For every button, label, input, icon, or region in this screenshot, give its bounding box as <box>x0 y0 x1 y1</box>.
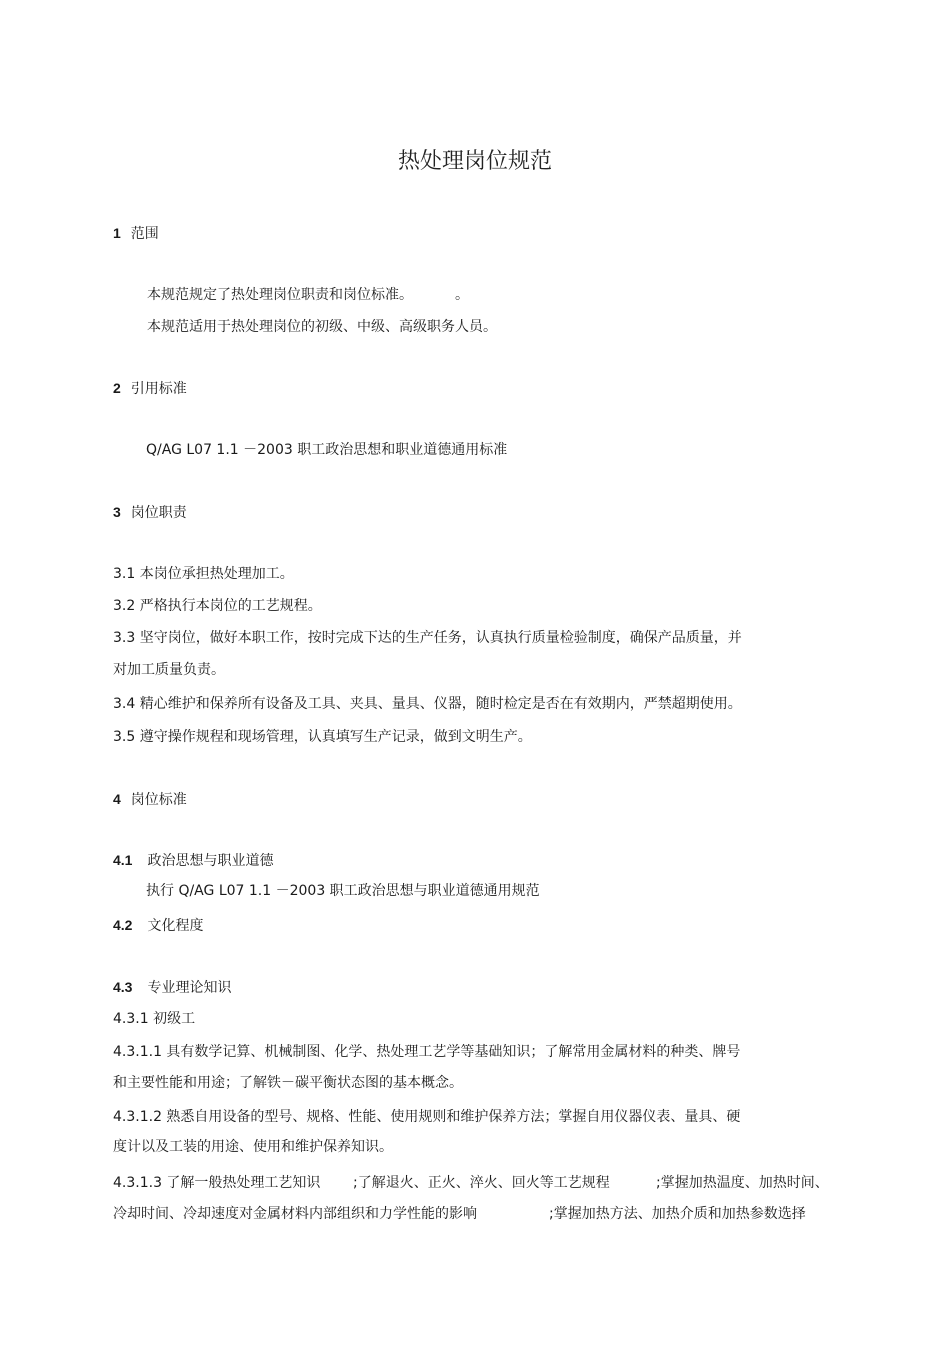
paragraph-text: 本规范规定了热处理岗位职责和岗位标准。 <box>147 287 413 303</box>
section-2-heading <box>113 381 187 396</box>
section-number: 1 <box>113 225 121 241</box>
section-1-paragraph-2: 本规范适用于热处理岗位的初级、中级、高级职务人员。 <box>147 319 497 335</box>
item-4-3-1-3-line-2-part-1: 冷却时间、冷却速度对金属材料内部组织和力学性能的影响 <box>113 1206 477 1222</box>
subsection-title: 专业理论知识 <box>147 980 232 996</box>
item-3-5: 3.5 遵守操作规程和现场管理，认真填写生产记录，做到文明生产。 <box>113 729 532 745</box>
subsection-title: 政治思想与职业道德 <box>147 853 274 869</box>
item-4-3-1-3-line-1-part-2: ;了解退火、正火、淬火、回火等工艺规程 <box>353 1175 610 1191</box>
item-3-3-line-1: 3.3 坚守岗位，做好本职工作，按时完成下达的生产任务，认真执行质量检验制度，确保产品质量，并 <box>113 630 742 646</box>
item-4-3-1-3-line-1-part-3: ;掌握加热温度、加热时间、 <box>656 1175 829 1191</box>
section-number: 4 <box>113 791 121 807</box>
item-3-1: 3.1 本岗位承担热处理加工。 <box>113 566 294 582</box>
section-title: 引用标准 <box>130 381 187 397</box>
section-1-paragraph-1-tail: 。 <box>455 287 469 303</box>
subsection-title: 文化程度 <box>147 918 204 934</box>
item-4-3-1-1-line-1: 4.3.1.1 具有数学记算、机械制图、化学、热处理工艺学等基础知识；了解常用金属材料的种类、牌号 <box>113 1044 741 1060</box>
section-2-reference: Q/AG L07 1.1 －2003 职工政治思想和职业道德通用标准 <box>146 442 508 458</box>
item-4-3-1-2-line-1: 4.3.1.2 熟悉自用设备的型号、规格、性能、使用规则和维护保养方法；掌握自用仪器仪表、量具、硬 <box>113 1109 741 1125</box>
subsection-4-1-text: 执行 Q/AG L07 1.1 －2003 职工政治思想与职业道德通用规范 <box>146 883 540 899</box>
subsection-number: 4.2 <box>113 917 133 933</box>
section-1-paragraph-1 <box>147 288 413 302</box>
section-title: 岗位职责 <box>130 505 187 521</box>
section-number: 3 <box>113 504 121 520</box>
section-number: 2 <box>113 380 121 396</box>
item-3-3-line-2: 对加工质量负责。 <box>113 662 225 678</box>
item-4-3-1-1-line-2: 和主要性能和用途；了解铁－碳平衡状态图的基本概念。 <box>113 1075 463 1091</box>
section-3-heading <box>113 505 187 520</box>
item-4-3-1-2-line-2: 度计以及工装的用途、使用和维护保养知识。 <box>113 1139 393 1155</box>
item-4-3-1-3-line-2-part-2: ;掌握加热方法、加热介质和加热参数选择 <box>549 1206 806 1222</box>
section-1-heading <box>113 226 159 241</box>
subsection-number: 4.3 <box>113 979 133 995</box>
subsection-4-2-heading <box>113 918 203 933</box>
item-3-4: 3.4 精心维护和保养所有设备及工具、夹具、量具、仪器，随时检定是否在有效期内，严禁超期使用。 <box>113 696 742 712</box>
subsection-number: 4.1 <box>113 852 133 868</box>
item-4-3-1-3-line-1-part-1: 4.3.1.3 了解一般热处理工艺知识 <box>113 1175 321 1191</box>
subsection-4-1-heading <box>113 853 273 868</box>
subsection-4-3-heading <box>113 980 231 995</box>
section-title: 岗位标准 <box>130 792 187 808</box>
section-4-heading <box>113 792 187 807</box>
item-3-2: 3.2 严格执行本岗位的工艺规程。 <box>113 598 322 614</box>
subsection-4-3-1-heading: 4.3.1 初级工 <box>113 1011 196 1027</box>
section-title: 范围 <box>130 226 159 242</box>
document-title: 热处理岗位规范 <box>397 149 552 174</box>
